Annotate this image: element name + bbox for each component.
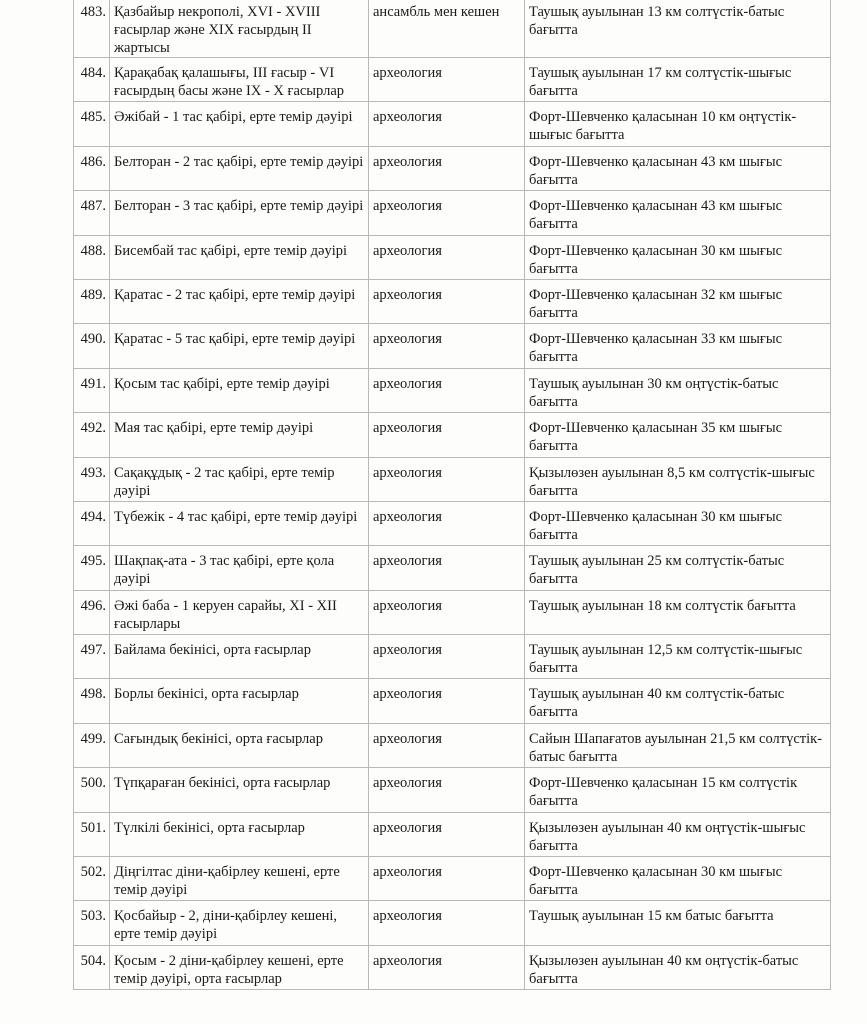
row-number: 496.: [74, 590, 110, 634]
table-row: [74, 58, 831, 102]
table-row: [74, 324, 831, 368]
table-row: [74, 501, 831, 545]
table-row: [74, 945, 831, 989]
monument-location: Таушық ауылынан 17 км солтүстік-шығыс бағытта: [525, 58, 831, 102]
row-number: 494.: [74, 501, 110, 545]
monument-type: археология: [369, 679, 525, 723]
monument-type: археология: [369, 58, 525, 102]
monument-location: Форт-Шевченко қаласынан 43 км шығыс бағытта: [525, 146, 831, 190]
table-body: [74, 0, 831, 990]
table-row: [74, 546, 831, 590]
monument-location: Таушық ауылынан 40 км солтүстік-батыс бағытта: [525, 679, 831, 723]
row-number: 485.: [74, 102, 110, 146]
monument-name: Белторан - 2 тас қабірі, ерте темір дәуірі: [110, 146, 369, 190]
monument-type: археология: [369, 146, 525, 190]
monument-location: Форт-Шевченко қаласынан 30 км шығыс бағытта: [525, 857, 831, 901]
monument-location: Форт-Шевченко қаласынан 10 км оңтүстік-шығыс бағытта: [525, 102, 831, 146]
row-number: 490.: [74, 324, 110, 368]
monument-type: археология: [369, 191, 525, 235]
row-number: 488.: [74, 235, 110, 279]
row-number: 492.: [74, 413, 110, 457]
monument-name: Түпқараған бекінісі, орта ғасырлар: [110, 768, 369, 812]
table-row: [74, 413, 831, 457]
table-row: [74, 812, 831, 856]
monument-location: Таушық ауылынан 18 км солтүстік бағытта: [525, 590, 831, 634]
row-number: 501.: [74, 812, 110, 856]
monument-type: археология: [369, 235, 525, 279]
monument-name: Сақақұдық - 2 тас қабірі, ерте темір дәуірі: [110, 457, 369, 501]
document-page: [73, 0, 823, 990]
monument-type: археология: [369, 635, 525, 679]
monument-type: археология: [369, 102, 525, 146]
row-number: 500.: [74, 768, 110, 812]
monument-type: археология: [369, 590, 525, 634]
monument-name: Сағындық бекінісі, орта ғасырлар: [110, 723, 369, 767]
monument-type: археология: [369, 723, 525, 767]
monument-location: Форт-Шевченко қаласынан 35 км шығыс бағытта: [525, 413, 831, 457]
table-row: [74, 368, 831, 412]
table-row: [74, 146, 831, 190]
monument-name: Түбежік - 4 тас қабірі, ерте темір дәуірі: [110, 501, 369, 545]
monument-type: ансамбль мен кешен: [369, 0, 525, 58]
monument-name: Мая тас қабірі, ерте темір дәуірі: [110, 413, 369, 457]
monument-location: Форт-Шевченко қаласынан 15 км солтүстік бағытта: [525, 768, 831, 812]
monument-type: археология: [369, 279, 525, 323]
row-number: 499.: [74, 723, 110, 767]
monuments-table: [73, 0, 831, 990]
monument-type: археология: [369, 324, 525, 368]
monument-name: Байлама бекінісі, орта ғасырлар: [110, 635, 369, 679]
table-row: [74, 279, 831, 323]
monument-type: археология: [369, 857, 525, 901]
monument-name: Шақпақ-ата - 3 тас қабірі, ерте қола дәуірі: [110, 546, 369, 590]
monument-type: археология: [369, 945, 525, 989]
monument-name: Діңгілтас діни-қабірлеу кешені, ерте темір дәуірі: [110, 857, 369, 901]
row-number: 504.: [74, 945, 110, 989]
monument-type: археология: [369, 812, 525, 856]
monument-type: археология: [369, 901, 525, 945]
monument-location: Таушық ауылынан 25 км солтүстік-батыс бағытта: [525, 546, 831, 590]
monument-location: Форт-Шевченко қаласынан 30 км шығыс бағытта: [525, 501, 831, 545]
monument-type: археология: [369, 501, 525, 545]
monument-location: Қызылөзен ауылынан 40 км оңтүстік-шығыс бағытта: [525, 812, 831, 856]
row-number: 487.: [74, 191, 110, 235]
monument-location: Таушық ауылынан 30 км оңтүстік-батыс бағытта: [525, 368, 831, 412]
row-number: 502.: [74, 857, 110, 901]
monument-location: Форт-Шевченко қаласынан 33 км шығыс бағытта: [525, 324, 831, 368]
monument-location: Сайын Шапағатов ауылынан 21,5 км солтүстік-батыс бағытта: [525, 723, 831, 767]
monument-name: Әжі баба - 1 керуен сарайы, XI - XII ғасырлары: [110, 590, 369, 634]
row-number: 489.: [74, 279, 110, 323]
monument-type: археология: [369, 413, 525, 457]
table-row: [74, 0, 831, 58]
monument-name: Қосым - 2 діни-қабірлеу кешені, ерте темір дәуірі, орта ғасырлар: [110, 945, 369, 989]
row-number: 503.: [74, 901, 110, 945]
monument-name: Қарақабақ қалашығы, III ғасыр - VI ғасырдың басы және IX - X ғасырлар: [110, 58, 369, 102]
row-number: 486.: [74, 146, 110, 190]
monument-name: Белторан - 3 тас қабірі, ерте темір дәуірі: [110, 191, 369, 235]
table-row: [74, 768, 831, 812]
monument-location: Таушық ауылынан 12,5 км солтүстік-шығыс бағытта: [525, 635, 831, 679]
monument-name: Әжібай - 1 тас қабірі, ерте темір дәуірі: [110, 102, 369, 146]
monument-name: Қосбайыр - 2, діни-қабірлеу кешені, ерте темір дәуірі: [110, 901, 369, 945]
row-number: 491.: [74, 368, 110, 412]
monument-name: Қазбайыр некрополі, XVI - XVIII ғасырлар және XIX ғасырдың II жартысы: [110, 0, 369, 58]
monument-location: Форт-Шевченко қаласынан 32 км шығыс бағытта: [525, 279, 831, 323]
monument-type: археология: [369, 457, 525, 501]
monument-type: археология: [369, 368, 525, 412]
table-row: [74, 102, 831, 146]
row-number: 493.: [74, 457, 110, 501]
row-number: 498.: [74, 679, 110, 723]
monument-name: Түлкілі бекінісі, орта ғасырлар: [110, 812, 369, 856]
table-row: [74, 857, 831, 901]
monument-type: археология: [369, 768, 525, 812]
monument-location: Таушық ауылынан 15 км батыс бағытта: [525, 901, 831, 945]
row-number: 483.: [74, 0, 110, 58]
table-row: [74, 723, 831, 767]
row-number: 495.: [74, 546, 110, 590]
monument-location: Таушық ауылынан 13 км солтүстік-батыс бағытта: [525, 0, 831, 58]
monument-name: Қаратас - 5 тас қабірі, ерте темір дәуірі: [110, 324, 369, 368]
table-row: [74, 457, 831, 501]
table-row: [74, 679, 831, 723]
monument-name: Борлы бекінісі, орта ғасырлар: [110, 679, 369, 723]
monument-name: Қосым тас қабірі, ерте темір дәуірі: [110, 368, 369, 412]
monument-location: Форт-Шевченко қаласынан 30 км шығыс бағытта: [525, 235, 831, 279]
table-row: [74, 590, 831, 634]
table-row: [74, 635, 831, 679]
row-number: 497.: [74, 635, 110, 679]
monument-location: Форт-Шевченко қаласынан 43 км шығыс бағытта: [525, 191, 831, 235]
monument-location: Қызылөзен ауылынан 40 км оңтүстік-батыс бағытта: [525, 945, 831, 989]
row-number: 484.: [74, 58, 110, 102]
monument-location: Қызылөзен ауылынан 8,5 км солтүстік-шығыс бағытта: [525, 457, 831, 501]
table-row: [74, 191, 831, 235]
monument-name: Қаратас - 2 тас қабірі, ерте темір дәуірі: [110, 279, 369, 323]
monument-name: Бисембай тас қабірі, ерте темір дәуірі: [110, 235, 369, 279]
table-row: [74, 901, 831, 945]
table-row: [74, 235, 831, 279]
monument-type: археология: [369, 546, 525, 590]
